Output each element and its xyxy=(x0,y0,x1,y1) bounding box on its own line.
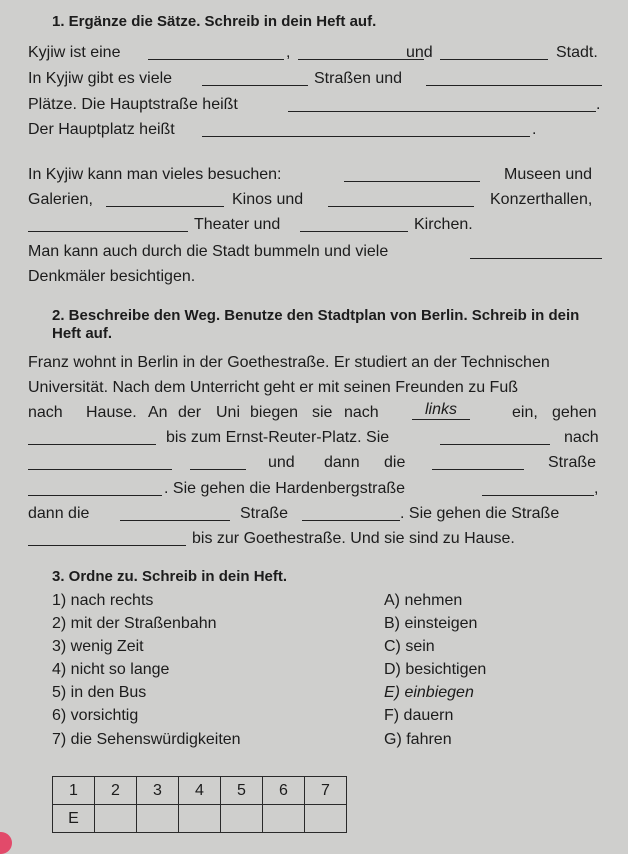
ex3-right-item: E) einbiegen xyxy=(384,684,474,701)
answer-grid-answer-row xyxy=(53,805,347,833)
ex3-left-item: 3) wenig Zeit xyxy=(52,638,144,655)
grid-answer-cell[interactable]: E xyxy=(53,805,95,833)
grid-header-cell: 7 xyxy=(305,777,347,805)
blank xyxy=(28,430,156,445)
ex1-line-9: Denkmäler besichtigen. xyxy=(28,268,196,285)
blank xyxy=(148,45,284,60)
grid-header-cell: 5 xyxy=(221,777,263,805)
ex3-left-item: 1) nach rechts xyxy=(52,592,154,609)
grid-answer-cell[interactable] xyxy=(305,805,347,833)
blank xyxy=(28,481,162,496)
blank xyxy=(106,192,224,207)
ex3-right-item: B) einsteigen xyxy=(384,615,478,632)
blank xyxy=(28,531,186,546)
blank xyxy=(432,455,524,470)
blank xyxy=(190,455,246,470)
exercise-2-heading-line-1: 2. Beschreibe den Weg. Benutze den Stadtplan von Berlin. Schreib in dein xyxy=(52,307,580,324)
ex2-para-line-2: Universität. Nach dem Unterricht geht er mit seinen Freunden zu Fuß xyxy=(28,379,518,396)
blank xyxy=(344,167,480,182)
grid-header-cell: 4 xyxy=(179,777,221,805)
ex3-right-item: C) sein xyxy=(384,638,435,655)
exercise-2-heading-line-2: Heft auf. xyxy=(52,325,112,342)
blank xyxy=(482,481,594,496)
exercise-3-heading: 3. Ordne zu. Schreib in dein Heft. xyxy=(52,568,288,585)
blank xyxy=(302,506,400,521)
grid-answer-cell[interactable] xyxy=(137,805,179,833)
grid-answer-cell[interactable] xyxy=(95,805,137,833)
blank xyxy=(288,97,596,112)
ex3-right-item: F) dauern xyxy=(384,707,454,724)
blank xyxy=(470,244,602,259)
grid-answer-cell[interactable] xyxy=(263,805,305,833)
blank xyxy=(426,71,602,86)
exercise-1-heading: 1. Ergänze die Sätze. Schreib in dein Heft auf. xyxy=(52,13,377,30)
blank xyxy=(440,45,548,60)
blank xyxy=(120,506,230,521)
grid-header-cell: 1 xyxy=(53,777,95,805)
blank xyxy=(28,455,172,470)
blank-filled: links xyxy=(412,405,470,420)
grid-answer-cell[interactable] xyxy=(221,805,263,833)
grid-header-cell: 6 xyxy=(263,777,305,805)
ex2-para-line-1: Franz wohnt in Berlin in der Goethestraße. Er studiert an der Technischen xyxy=(28,354,550,371)
ex3-left-item: 4) nicht so lange xyxy=(52,661,170,678)
blank xyxy=(28,217,188,232)
grid-header-cell: 3 xyxy=(137,777,179,805)
corner-marker xyxy=(0,832,12,854)
answer-grid xyxy=(52,776,347,833)
blank xyxy=(300,217,408,232)
ex3-right-item: G) fahren xyxy=(384,731,452,748)
blank xyxy=(328,192,474,207)
blank xyxy=(440,430,550,445)
grid-header-cell: 2 xyxy=(95,777,137,805)
blank xyxy=(202,71,308,86)
blank xyxy=(202,122,530,137)
grid-answer-cell[interactable] xyxy=(179,805,221,833)
worksheet-page: 1. Ergänze die Sätze. Schreib in dein Heft auf. Kyjiw ist eine , und Stadt. In Kyjiw gibt es viele Straßen und Plätze. Die Hauptstraße heißt . Der Hauptplatz heißt . In Kyjiw kann man vieles besuchen: Museen und Galerien, Kinos und Konzerthallen, Theater und Kirchen. Man kann auch durch die Stadt bummeln und viele Denkmäler besichtigen. 2. Beschreibe den Weg. Benutze den Stadtplan von Berlin. Schreib in dein Heft auf. Franz wohnt in Berlin in der Goethestraße. Er studiert an der Technischen Universität. Nach dem Unterricht geht er mit seinen Freunden zu Fuß nach Hause. An der Uni biegen sie nach links ein, gehen bis zum Ernst-Reuter-Platz. Sie nach und dann die Straße . Sie gehen die Hardenbergstraße , dann die Straße . Sie gehen die Straße bis zur Goethestraße. Und sie sind zu Hause. 3. Ordne zu. Schreib in dein Heft. 1) nach rechts 2) mit der Straßenbahn 3) wenig Zeit 4) nicht so lange 5) in den Bus 6) vorsichtig 7) die Sehenswürdigkeiten A) nehmen B) einsteigen C) sein D) besichtigen E) einbiegen F) dauern G) fahren 1 2 3 4 5 6 7 E xyxy=(0,0,628,844)
ex3-left-item: 6) vorsichtig xyxy=(52,707,139,724)
ex3-left-item: 5) in den Bus xyxy=(52,684,147,701)
ex3-left-item: 7) die Sehenswürdigkeiten xyxy=(52,731,241,748)
answer-grid-header-row xyxy=(53,777,347,805)
ex3-right-item: D) besichtigen xyxy=(384,661,487,678)
ex3-right-item: A) nehmen xyxy=(384,592,463,609)
ex3-left-item: 2) mit der Straßenbahn xyxy=(52,615,217,632)
